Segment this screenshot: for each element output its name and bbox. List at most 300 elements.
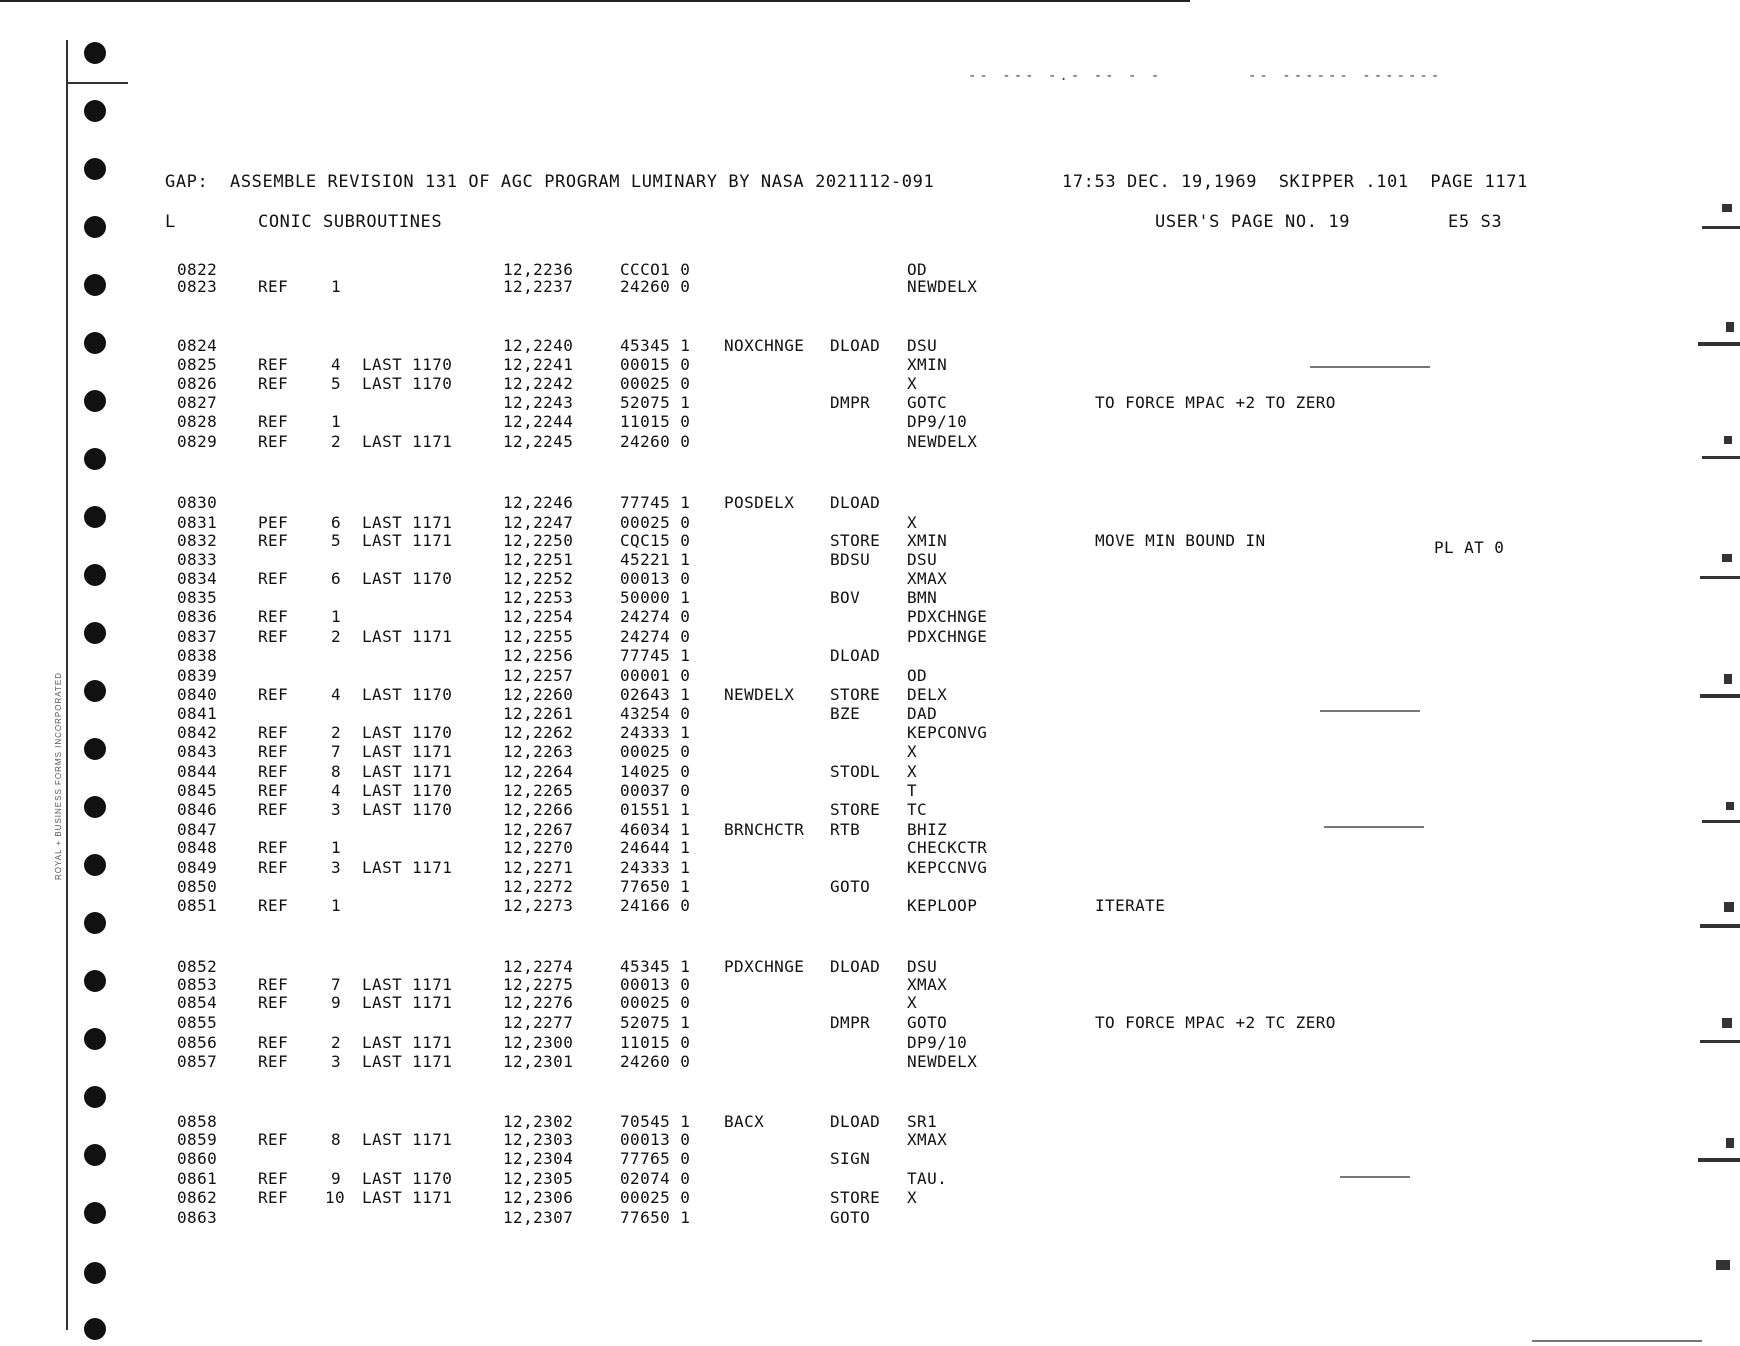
octal-word: 00013 0 bbox=[620, 1130, 691, 1149]
ref-tag: PEF bbox=[258, 513, 289, 532]
address: 12,2305 bbox=[503, 1169, 574, 1188]
octal-word: 24333 1 bbox=[620, 858, 691, 877]
listing-row bbox=[0, 957, 1700, 977]
sprocket-hole bbox=[84, 1262, 106, 1284]
octal-word: 24166 0 bbox=[620, 896, 691, 915]
line-number: 0849 bbox=[177, 858, 218, 877]
line-number: 0824 bbox=[177, 336, 218, 355]
symbol-label: BACX bbox=[724, 1112, 765, 1131]
listing-row bbox=[0, 975, 1700, 995]
last-ref: LAST 1171 bbox=[362, 762, 453, 781]
line-number: 0860 bbox=[177, 1149, 218, 1168]
operand: X bbox=[907, 374, 918, 393]
last-ref: LAST 1170 bbox=[362, 374, 453, 393]
address: 12,2260 bbox=[503, 685, 574, 704]
opcode: RTB bbox=[830, 820, 861, 839]
address: 12,2301 bbox=[503, 1052, 574, 1071]
octal-word: 00037 0 bbox=[620, 781, 691, 800]
line-number: 0861 bbox=[177, 1169, 218, 1188]
ref-tag: REF bbox=[258, 607, 289, 626]
ref-tag: REF bbox=[258, 1188, 289, 1207]
sprocket-hole bbox=[84, 42, 106, 64]
ref-count: 9 bbox=[330, 993, 341, 1012]
listing-row bbox=[0, 1052, 1700, 1072]
symbol-label: NOXCHNGE bbox=[724, 336, 805, 355]
sprocket-hole bbox=[84, 1318, 106, 1340]
address: 12,2266 bbox=[503, 800, 574, 819]
last-ref: LAST 1171 bbox=[362, 1033, 453, 1052]
octal-word: 01551 1 bbox=[620, 800, 691, 819]
address: 12,2275 bbox=[503, 975, 574, 994]
operand: OD bbox=[907, 260, 928, 279]
last-ref: LAST 1171 bbox=[362, 627, 453, 646]
right-edge-mark bbox=[1696, 1248, 1740, 1288]
line-number: 0834 bbox=[177, 569, 218, 588]
octal-word: 11015 0 bbox=[620, 412, 691, 431]
ref-count: 1 bbox=[330, 607, 341, 626]
last-ref: LAST 1171 bbox=[362, 858, 453, 877]
ref-count: 3 bbox=[330, 858, 341, 877]
line-number: 0831 bbox=[177, 513, 218, 532]
line-number: 0841 bbox=[177, 704, 218, 723]
line-number: 0827 bbox=[177, 393, 218, 412]
right-edge-mark bbox=[1696, 664, 1740, 704]
line-number: 0836 bbox=[177, 607, 218, 626]
line-number: 0855 bbox=[177, 1013, 218, 1032]
ref-tag: REF bbox=[258, 685, 289, 704]
last-ref: LAST 1170 bbox=[362, 569, 453, 588]
octal-word: 52075 1 bbox=[620, 393, 691, 412]
right-edge-mark bbox=[1696, 196, 1740, 236]
last-ref: LAST 1171 bbox=[362, 432, 453, 451]
octal-word: 24274 0 bbox=[620, 607, 691, 626]
listing-row bbox=[0, 646, 1700, 666]
operand: X bbox=[907, 1188, 918, 1207]
address: 12,2274 bbox=[503, 957, 574, 976]
octal-word: 77765 0 bbox=[620, 1149, 691, 1168]
listing-row bbox=[0, 588, 1700, 608]
operand: KEPCCNVG bbox=[907, 858, 988, 877]
operand: OD bbox=[907, 666, 928, 685]
listing-row bbox=[0, 627, 1700, 647]
octal-word: 00025 0 bbox=[620, 1188, 691, 1207]
listing-row bbox=[0, 393, 1700, 413]
address: 12,2244 bbox=[503, 412, 574, 431]
top-edge-rule bbox=[0, 0, 1190, 2]
section-title: CONIC SUBROUTINES bbox=[258, 212, 443, 232]
opcode: STORE bbox=[830, 800, 881, 819]
line-number: 0856 bbox=[177, 1033, 218, 1052]
operand: XMAX bbox=[907, 1130, 948, 1149]
octal-word: 00025 0 bbox=[620, 374, 691, 393]
side-margin-imprint: ROYAL + BUSINESS FORMS INCORPORATED bbox=[54, 672, 63, 880]
left-margin-tick bbox=[66, 82, 128, 84]
listing-row bbox=[0, 800, 1700, 820]
line-number: 0832 bbox=[177, 531, 218, 550]
address: 12,2271 bbox=[503, 858, 574, 877]
octal-word: 77650 1 bbox=[620, 877, 691, 896]
opcode: GOTO bbox=[830, 877, 871, 896]
listing-row bbox=[0, 877, 1700, 897]
ref-tag: REF bbox=[258, 762, 289, 781]
opcode: DLOAD bbox=[830, 493, 881, 512]
address: 12,2302 bbox=[503, 1112, 574, 1131]
listing-row bbox=[0, 1130, 1700, 1150]
section-marker: L bbox=[165, 212, 176, 232]
operand: NEWDELX bbox=[907, 432, 978, 451]
ref-tag: REF bbox=[258, 277, 289, 296]
operand: XMIN bbox=[907, 531, 948, 550]
octal-word: 24274 0 bbox=[620, 627, 691, 646]
symbol-label: BRNCHCTR bbox=[724, 820, 805, 839]
address: 12,2306 bbox=[503, 1188, 574, 1207]
last-ref: LAST 1171 bbox=[362, 1052, 453, 1071]
listing-row bbox=[0, 513, 1700, 533]
ref-tag: REF bbox=[258, 781, 289, 800]
octal-word: 45221 1 bbox=[620, 550, 691, 569]
ref-tag: REF bbox=[258, 531, 289, 550]
address: 12,2240 bbox=[503, 336, 574, 355]
last-ref: LAST 1170 bbox=[362, 723, 453, 742]
ref-count: 2 bbox=[330, 723, 341, 742]
ref-count: 5 bbox=[330, 531, 341, 550]
line-number: 0838 bbox=[177, 646, 218, 665]
sprocket-hole bbox=[84, 216, 106, 238]
octal-word: 45345 1 bbox=[620, 336, 691, 355]
comment: TO FORCE MPAC +2 TC ZERO bbox=[1095, 1013, 1336, 1032]
line-number: 0843 bbox=[177, 742, 218, 761]
listing-row bbox=[0, 412, 1700, 432]
right-edge-mark bbox=[1696, 894, 1740, 934]
ref-tag: REF bbox=[258, 800, 289, 819]
ref-tag: REF bbox=[258, 723, 289, 742]
operand: KEPCONVG bbox=[907, 723, 988, 742]
faint-dash-marks: -- ------ ------- bbox=[1248, 68, 1443, 84]
opcode: STORE bbox=[830, 1188, 881, 1207]
ref-count: 4 bbox=[330, 685, 341, 704]
ref-tag: REF bbox=[258, 412, 289, 431]
ref-tag: REF bbox=[258, 858, 289, 877]
ref-count: 7 bbox=[330, 975, 341, 994]
line-number: 0839 bbox=[177, 666, 218, 685]
line-number: 0858 bbox=[177, 1112, 218, 1131]
last-ref: LAST 1171 bbox=[362, 531, 453, 550]
octal-word: 50000 1 bbox=[620, 588, 691, 607]
address: 12,2273 bbox=[503, 896, 574, 915]
page-code: E5 S3 bbox=[1448, 212, 1503, 232]
listing-row bbox=[0, 531, 1700, 551]
ref-tag: REF bbox=[258, 742, 289, 761]
octal-word: 24333 1 bbox=[620, 723, 691, 742]
ref-count: 5 bbox=[330, 374, 341, 393]
octal-word: 00001 0 bbox=[620, 666, 691, 685]
octal-word: 46034 1 bbox=[620, 820, 691, 839]
opcode: BZE bbox=[830, 704, 861, 723]
ref-count: 8 bbox=[330, 1130, 341, 1149]
line-number: 0851 bbox=[177, 896, 218, 915]
ref-tag: REF bbox=[258, 355, 289, 374]
ref-tag: REF bbox=[258, 896, 289, 915]
address: 12,2247 bbox=[503, 513, 574, 532]
octal-word: 00025 0 bbox=[620, 993, 691, 1012]
listing-row bbox=[0, 277, 1700, 297]
line-number: 0826 bbox=[177, 374, 218, 393]
line-number: 0828 bbox=[177, 412, 218, 431]
address: 12,2277 bbox=[503, 1013, 574, 1032]
line-number: 0852 bbox=[177, 957, 218, 976]
address: 12,2276 bbox=[503, 993, 574, 1012]
right-edge-mark bbox=[1696, 426, 1740, 466]
address: 12,2265 bbox=[503, 781, 574, 800]
sprocket-hole bbox=[84, 100, 106, 122]
listing-row bbox=[0, 742, 1700, 762]
operand: DELX bbox=[907, 685, 948, 704]
ref-tag: REF bbox=[258, 993, 289, 1012]
opcode: DLOAD bbox=[830, 1112, 881, 1131]
listing-row bbox=[0, 723, 1700, 743]
line-number: 0857 bbox=[177, 1052, 218, 1071]
octal-word: 52075 1 bbox=[620, 1013, 691, 1032]
listing-row bbox=[0, 432, 1700, 452]
operand: NEWDELX bbox=[907, 1052, 978, 1071]
octal-word: 11015 0 bbox=[620, 1033, 691, 1052]
listing-row bbox=[0, 896, 1700, 916]
octal-word: 00025 0 bbox=[620, 742, 691, 761]
ref-count: 2 bbox=[330, 627, 341, 646]
opcode: STORE bbox=[830, 685, 881, 704]
operand: X bbox=[907, 993, 918, 1012]
opcode: SIGN bbox=[830, 1149, 871, 1168]
last-ref: LAST 1171 bbox=[362, 1188, 453, 1207]
ref-count: 1 bbox=[330, 896, 341, 915]
operand: SR1 bbox=[907, 1112, 938, 1131]
ref-tag: REF bbox=[258, 1033, 289, 1052]
listing-header-timestamp: 17:53 DEC. 19,1969 SKIPPER .101 PAGE 1171 bbox=[1062, 172, 1528, 192]
ref-count: 1 bbox=[330, 412, 341, 431]
address: 12,2245 bbox=[503, 432, 574, 451]
opcode: DLOAD bbox=[830, 646, 881, 665]
sprocket-hole bbox=[84, 1086, 106, 1108]
octal-word: 45345 1 bbox=[620, 957, 691, 976]
listing-row bbox=[0, 762, 1700, 782]
operand: XMAX bbox=[907, 569, 948, 588]
opcode: DLOAD bbox=[830, 336, 881, 355]
last-ref: LAST 1171 bbox=[362, 1130, 453, 1149]
line-number: 0830 bbox=[177, 493, 218, 512]
listing-row bbox=[0, 569, 1700, 589]
ref-tag: REF bbox=[258, 627, 289, 646]
last-ref: LAST 1171 bbox=[362, 513, 453, 532]
octal-word: 77745 1 bbox=[620, 646, 691, 665]
line-number: 0833 bbox=[177, 550, 218, 569]
octal-word: 00013 0 bbox=[620, 569, 691, 588]
listing-row bbox=[0, 550, 1700, 570]
symbol-label: PDXCHNGE bbox=[724, 957, 805, 976]
address: 12,2303 bbox=[503, 1130, 574, 1149]
operand: DSU bbox=[907, 336, 938, 355]
listing-row bbox=[0, 704, 1700, 724]
ref-count: 8 bbox=[330, 762, 341, 781]
listing-row bbox=[0, 820, 1700, 840]
operand: XMAX bbox=[907, 975, 948, 994]
listing-row bbox=[0, 493, 1700, 513]
last-ref: LAST 1170 bbox=[362, 355, 453, 374]
line-number: 0835 bbox=[177, 588, 218, 607]
line-number: 0859 bbox=[177, 1130, 218, 1149]
address: 12,2256 bbox=[503, 646, 574, 665]
operand: BMN bbox=[907, 588, 938, 607]
line-number: 0862 bbox=[177, 1188, 218, 1207]
listing-row bbox=[0, 858, 1700, 878]
ref-count: 4 bbox=[330, 355, 341, 374]
last-ref: LAST 1170 bbox=[362, 685, 453, 704]
address: 12,2272 bbox=[503, 877, 574, 896]
ref-count: 2 bbox=[330, 432, 341, 451]
address: 12,2261 bbox=[503, 704, 574, 723]
operand: TC bbox=[907, 800, 928, 819]
listing-row bbox=[0, 666, 1700, 686]
listing-row bbox=[0, 685, 1700, 705]
ref-tag: REF bbox=[258, 975, 289, 994]
operand: DP9/10 bbox=[907, 412, 968, 431]
operand: X bbox=[907, 742, 918, 761]
ref-count: 6 bbox=[330, 569, 341, 588]
address: 12,2242 bbox=[503, 374, 574, 393]
listing-row bbox=[0, 1013, 1700, 1033]
address: 12,2262 bbox=[503, 723, 574, 742]
line-number: 0848 bbox=[177, 838, 218, 857]
ref-count: 6 bbox=[330, 513, 341, 532]
octal-word: 77745 1 bbox=[620, 493, 691, 512]
floating-note: PL AT 0 bbox=[1434, 538, 1505, 557]
last-ref: LAST 1171 bbox=[362, 742, 453, 761]
sprocket-hole bbox=[84, 158, 106, 180]
last-ref: LAST 1170 bbox=[362, 1169, 453, 1188]
address: 12,2263 bbox=[503, 742, 574, 761]
ref-count: 7 bbox=[330, 742, 341, 761]
address: 12,2264 bbox=[503, 762, 574, 781]
last-ref: LAST 1170 bbox=[362, 800, 453, 819]
listing-row bbox=[0, 1169, 1700, 1189]
user-page-number: USER'S PAGE NO. 19 bbox=[1155, 212, 1351, 232]
comment: ITERATE bbox=[1095, 896, 1166, 915]
faint-dash-marks: -- --- -.- -- - - bbox=[968, 68, 1163, 84]
listing-row bbox=[0, 607, 1700, 627]
last-ref: LAST 1171 bbox=[362, 975, 453, 994]
octal-word: 00015 0 bbox=[620, 355, 691, 374]
operand: NEWDELX bbox=[907, 277, 978, 296]
listing-row bbox=[0, 993, 1700, 1013]
address: 12,2253 bbox=[503, 588, 574, 607]
symbol-label: POSDELX bbox=[724, 493, 795, 512]
listing-row bbox=[0, 374, 1700, 394]
operand: PDXCHNGE bbox=[907, 627, 988, 646]
operand: TAU. bbox=[907, 1169, 948, 1188]
opcode: DLOAD bbox=[830, 957, 881, 976]
line-number: 0846 bbox=[177, 800, 218, 819]
ref-count: 9 bbox=[330, 1169, 341, 1188]
octal-word: 00025 0 bbox=[620, 513, 691, 532]
octal-word: 43254 0 bbox=[620, 704, 691, 723]
address: 12,2267 bbox=[503, 820, 574, 839]
opcode: STORE bbox=[830, 531, 881, 550]
address: 12,2246 bbox=[503, 493, 574, 512]
octal-word: CCCO1 0 bbox=[620, 260, 691, 279]
ref-count: 1 bbox=[330, 838, 341, 857]
address: 12,2237 bbox=[503, 277, 574, 296]
line-number: 0825 bbox=[177, 355, 218, 374]
opcode: DMPR bbox=[830, 393, 871, 412]
operand: DAD bbox=[907, 704, 938, 723]
line-number: 0845 bbox=[177, 781, 218, 800]
ref-tag: REF bbox=[258, 838, 289, 857]
operand: XMIN bbox=[907, 355, 948, 374]
operand: X bbox=[907, 513, 918, 532]
opcode: DMPR bbox=[830, 1013, 871, 1032]
opcode: GOTO bbox=[830, 1208, 871, 1227]
octal-word: 77650 1 bbox=[620, 1208, 691, 1227]
opcode: BOV bbox=[830, 588, 861, 607]
ref-count: 10 bbox=[325, 1188, 346, 1207]
address: 12,2270 bbox=[503, 838, 574, 857]
octal-word: 70545 1 bbox=[620, 1112, 691, 1131]
address: 12,2243 bbox=[503, 393, 574, 412]
listing-row bbox=[0, 1188, 1700, 1208]
right-edge-mark bbox=[1696, 310, 1740, 350]
operand: CHECKCTR bbox=[907, 838, 988, 857]
ref-tag: REF bbox=[258, 374, 289, 393]
line-number: 0842 bbox=[177, 723, 218, 742]
line-number: 0822 bbox=[177, 260, 218, 279]
ref-tag: REF bbox=[258, 1169, 289, 1188]
listing-row bbox=[0, 838, 1700, 858]
address: 12,2241 bbox=[503, 355, 574, 374]
line-number: 0850 bbox=[177, 877, 218, 896]
listing-row bbox=[0, 336, 1700, 356]
ref-count: 1 bbox=[330, 277, 341, 296]
address: 12,2307 bbox=[503, 1208, 574, 1227]
octal-word: 24260 0 bbox=[620, 277, 691, 296]
opcode: STODL bbox=[830, 762, 881, 781]
operand: DSU bbox=[907, 550, 938, 569]
right-edge-mark bbox=[1696, 790, 1740, 830]
symbol-label: NEWDELX bbox=[724, 685, 795, 704]
listing-row bbox=[0, 1149, 1700, 1169]
line-number: 0844 bbox=[177, 762, 218, 781]
line-number: 0847 bbox=[177, 820, 218, 839]
right-edge-mark bbox=[1696, 1008, 1740, 1048]
line-number: 0823 bbox=[177, 277, 218, 296]
comment: TO FORCE MPAC +2 TO ZERO bbox=[1095, 393, 1336, 412]
address: 12,2300 bbox=[503, 1033, 574, 1052]
octal-word: 24644 1 bbox=[620, 838, 691, 857]
line-number: 0863 bbox=[177, 1208, 218, 1227]
operand: X bbox=[907, 762, 918, 781]
opcode: BDSU bbox=[830, 550, 871, 569]
listing-row bbox=[0, 1033, 1700, 1053]
listing-row bbox=[0, 1208, 1700, 1228]
listing-row bbox=[0, 1112, 1700, 1132]
operand: DP9/10 bbox=[907, 1033, 968, 1052]
comment: MOVE MIN BOUND IN bbox=[1095, 531, 1266, 550]
line-number: 0854 bbox=[177, 993, 218, 1012]
ref-tag: REF bbox=[258, 1052, 289, 1071]
line-number: 0837 bbox=[177, 627, 218, 646]
octal-word: 14025 0 bbox=[620, 762, 691, 781]
address: 12,2255 bbox=[503, 627, 574, 646]
last-ref: LAST 1171 bbox=[362, 993, 453, 1012]
listing-row bbox=[0, 781, 1700, 801]
